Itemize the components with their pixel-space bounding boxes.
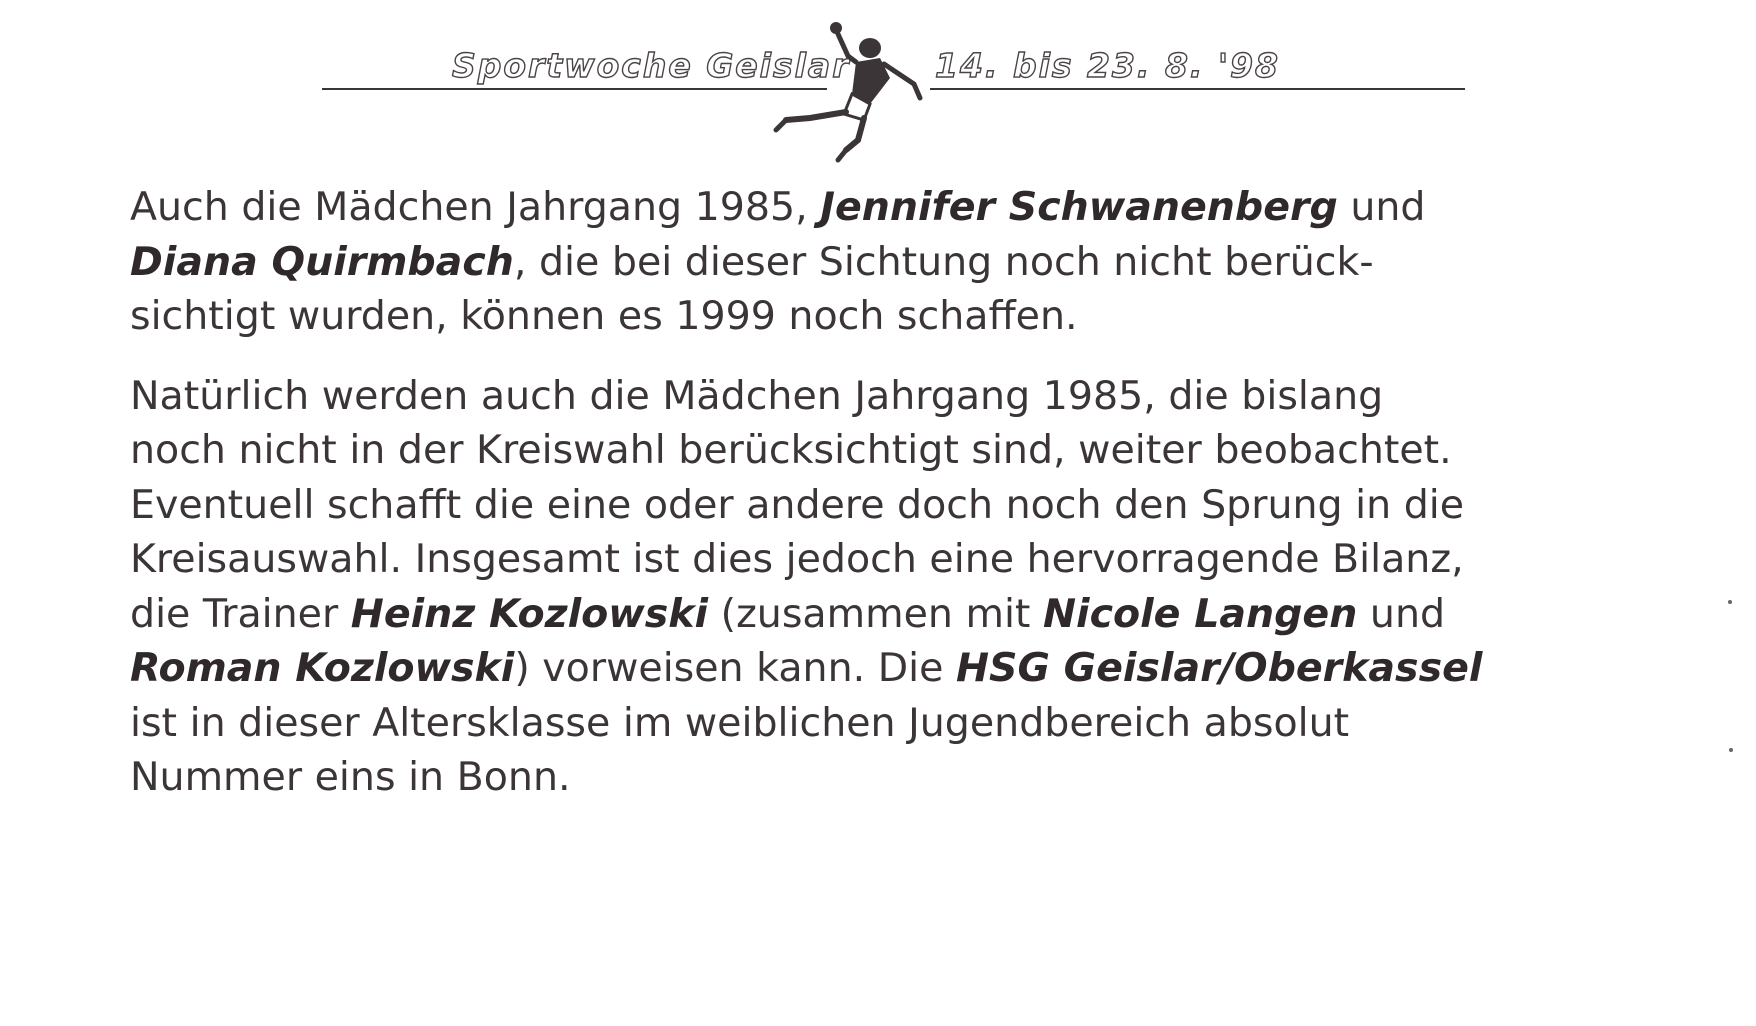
text-line (130, 587, 1610, 642)
text-line: Kreisauswahl. Insgesamt ist dies jedoch eine hervorragende Bilanz, (130, 536, 1464, 582)
text-line (130, 180, 1610, 235)
header-event-dates: 14. bis 23. 8. '98 (935, 46, 1280, 85)
text-line (130, 235, 1610, 290)
text-segment: die Trainer (130, 590, 351, 637)
text-line: ist in dieser Altersklasse im weiblichen Jugendbereich absolut (130, 699, 1350, 746)
text-segment: (zusammen mit (708, 590, 1043, 637)
text-line: Nummer eins in Bonn. (130, 754, 571, 800)
text-segment: und (1357, 590, 1446, 637)
text-line (130, 641, 1610, 696)
page-header (0, 0, 1756, 170)
text-line: Eventuell schafft die eine oder andere doch noch den Sprung in die (130, 481, 1465, 528)
header-rule-right (930, 88, 1465, 90)
club-name: HSG Geislar/Oberkassel (955, 645, 1483, 691)
scan-speck (1728, 600, 1732, 604)
text-segment: , die bei dieser Sichtung noch nicht berück- (513, 238, 1374, 285)
person-name: Heinz Kozlowski (350, 590, 709, 637)
person-name: Roman Kozlowski (130, 645, 515, 691)
person-name: Nicole Langen (1042, 590, 1358, 637)
header-event-name: Sportwoche Geislar (452, 46, 851, 85)
paragraph-2 (130, 369, 1610, 805)
header-rule-left (322, 88, 827, 90)
text-line: sichtigt wurden, können es 1999 noch schaffen. (130, 293, 1078, 339)
text-line: noch nicht in der Kreiswahl berücksichtigt sind, weiter beobachtet. (130, 427, 1452, 473)
text-segment: ) vorweisen kann. Die (514, 645, 956, 691)
text-segment: und (1337, 184, 1426, 230)
article-body (130, 180, 1610, 805)
text-segment: Auch die Mädchen Jahrgang 1985, (130, 184, 821, 230)
paragraph-1 (130, 180, 1610, 344)
person-name: Jennifer Schwanenberg (820, 184, 1338, 230)
person-name: Diana Quirmbach (130, 238, 514, 285)
handball-player-icon (768, 18, 948, 163)
scan-speck (1729, 748, 1733, 752)
text-line: Natürlich werden auch die Mädchen Jahrgang 1985, die bislang (130, 372, 1384, 419)
